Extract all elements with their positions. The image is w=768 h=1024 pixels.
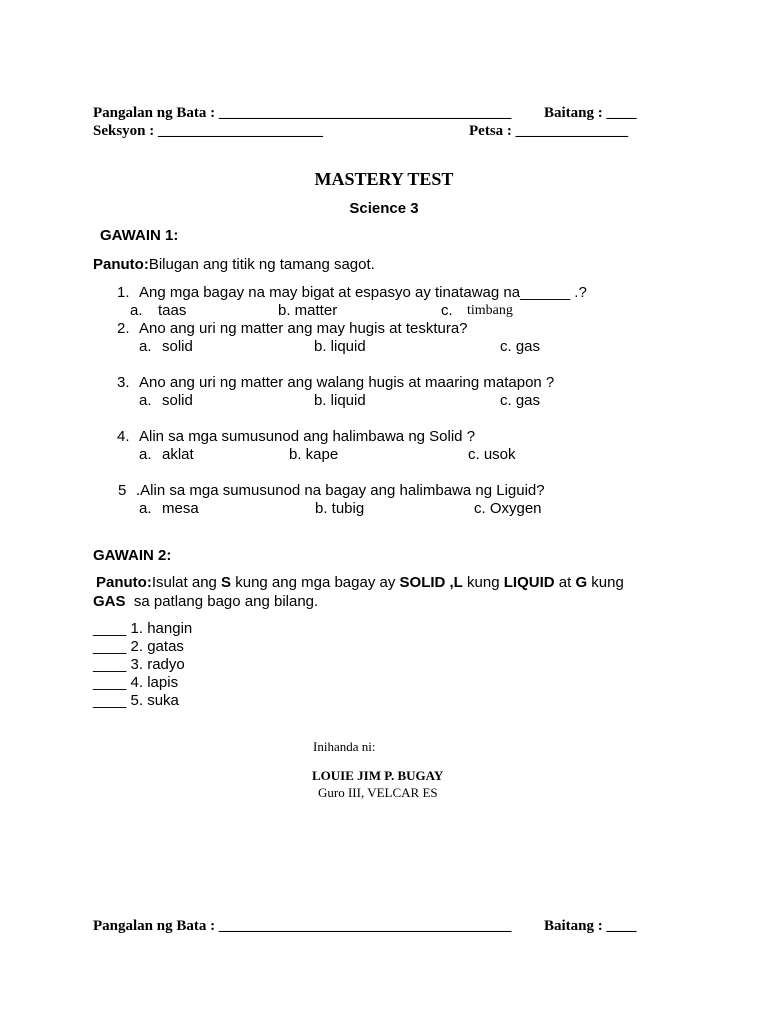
teacher-title: Guro III, VELCAR ES xyxy=(318,785,438,800)
question-3-choice-a[interactable]: solid xyxy=(162,392,193,409)
question-3-choice-b[interactable]: b. liquid xyxy=(314,392,366,409)
answer-item-3[interactable]: ____ 3. radyo xyxy=(93,656,185,673)
question-5-choice-a[interactable]: mesa xyxy=(162,500,199,517)
bottom-grade-label: Baitang : ____ xyxy=(544,918,637,934)
question-3-text: Ano ang uri ng matter ang walang hugis at maaring matapon ? xyxy=(139,374,555,391)
teacher-name: LOUIE JIM P. BUGAY xyxy=(312,768,444,783)
answer-item-5[interactable]: ____ 5. suka xyxy=(93,692,179,709)
question-2-choice-a-letter[interactable]: a. xyxy=(139,338,152,355)
question-4-choice-c[interactable]: c. usok xyxy=(468,446,516,463)
question-3-choice-a-letter[interactable]: a. xyxy=(139,392,152,409)
answer-item-1[interactable]: ____ 1. hangin xyxy=(93,620,193,637)
grade-blank[interactable]: ____ xyxy=(606,105,637,121)
question-4-text: Alin sa mga sumusunod ang halimbawa ng Solid ? xyxy=(139,428,476,445)
question-1-choice-a-letter[interactable]: a. xyxy=(130,302,143,319)
question-1-choice-a[interactable]: taas xyxy=(158,302,187,319)
question-1-text: Ang mga bagay na may bigat at espasyo ay tinatawag na______ .? xyxy=(139,284,587,301)
bottom-student-name-blank[interactable]: _______________________________________ xyxy=(218,918,512,934)
page-title: MASTERY TEST xyxy=(314,169,454,189)
question-5-number: 5 xyxy=(118,482,127,499)
gawain2-instruction-line1: Panuto:Isulat ang S kung ang mga bagay ay SOLID ,L kung LIQUID at G kung xyxy=(96,574,624,591)
question-1-choice-c-letter[interactable]: c. xyxy=(441,302,453,319)
question-4-choice-b[interactable]: b. kape xyxy=(289,446,339,463)
grade-label: Baitang : ____ xyxy=(544,105,637,121)
date-label: Petsa : _______________ xyxy=(469,123,629,139)
question-2-number: 2. xyxy=(117,320,130,337)
subject-title: Science 3 xyxy=(349,200,419,217)
student-name-label: Pangalan ng Bata : _______________________________________ xyxy=(93,105,512,121)
question-3-choice-c[interactable]: c. gas xyxy=(500,392,541,409)
date-blank[interactable]: _______________ xyxy=(515,123,629,139)
question-5-choice-b[interactable]: b. tubig xyxy=(315,500,365,517)
bottom-grade-blank[interactable]: ____ xyxy=(606,918,637,934)
question-4-choice-a[interactable]: aklat xyxy=(162,446,194,463)
question-5-choice-a-letter[interactable]: a. xyxy=(139,500,152,517)
question-2-choice-c[interactable]: c. gas xyxy=(500,338,541,355)
question-1-choice-b[interactable]: b. matter xyxy=(278,302,338,319)
question-4-choice-a-letter[interactable]: a. xyxy=(139,446,152,463)
student-name-blank[interactable]: _______________________________________ xyxy=(218,105,512,121)
section-label: Seksyon : ______________________ xyxy=(93,123,324,139)
answer-item-2[interactable]: ____ 2. gatas xyxy=(93,638,184,655)
section-blank[interactable]: ______________________ xyxy=(158,123,324,139)
question-3-number: 3. xyxy=(117,374,130,391)
question-1-choice-c[interactable]: timbang xyxy=(467,303,513,318)
answer-item-4[interactable]: ____ 4. lapis xyxy=(93,674,179,691)
question-2-choice-b[interactable]: b. liquid xyxy=(314,338,366,355)
question-5-choice-c[interactable]: c. Oxygen xyxy=(474,500,542,517)
gawain2-instruction-line2: GAS sa patlang bago ang bilang. xyxy=(93,593,319,610)
question-5-text: .Alin sa mga sumusunod na bagay ang halimbawa ng Liguid? xyxy=(136,482,545,499)
prepared-by-label: Inihanda ni: xyxy=(313,739,376,754)
bottom-student-name-label: Pangalan ng Bata : _______________________________________ xyxy=(93,918,512,934)
gawain2-heading: GAWAIN 2: xyxy=(93,547,172,564)
question-2-choice-a[interactable]: solid xyxy=(162,338,193,355)
question-2-text: Ano ang uri ng matter ang may hugis at tesktura? xyxy=(139,320,468,337)
question-1-number: 1. xyxy=(117,284,130,301)
gawain1-instruction: Panuto:Bilugan ang titik ng tamang sagot. xyxy=(93,256,375,273)
gawain1-heading: GAWAIN 1: xyxy=(100,227,179,244)
question-4-number: 4. xyxy=(117,428,130,445)
